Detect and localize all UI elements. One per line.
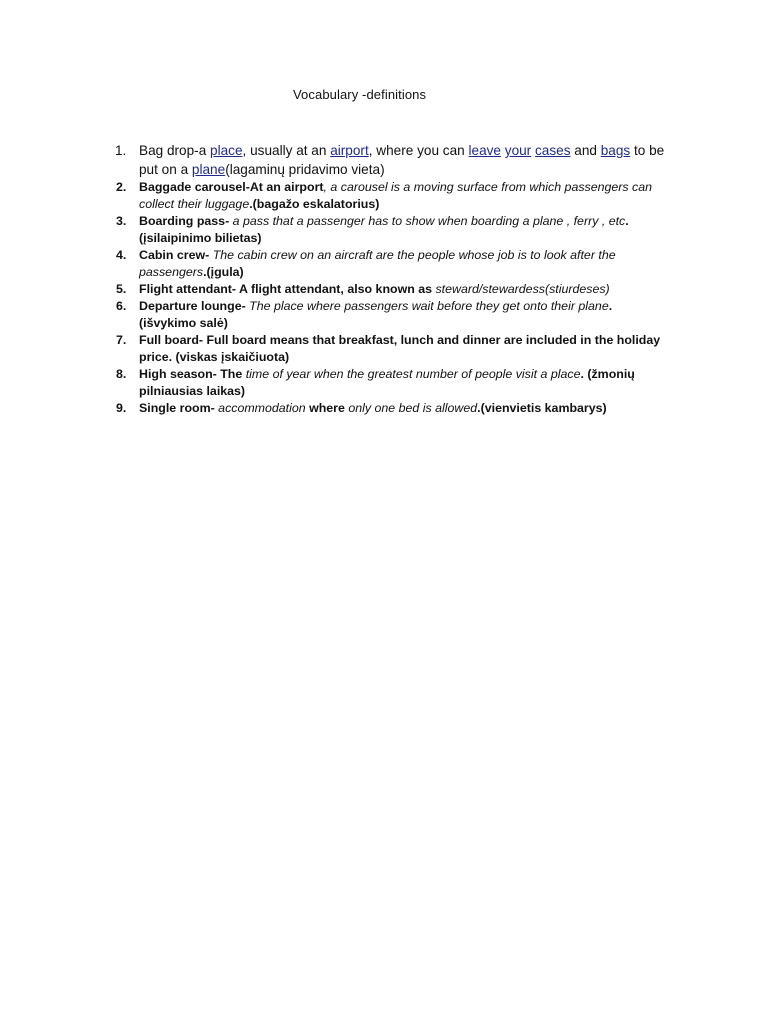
item-number: 7. (116, 333, 127, 348)
item-number: 1. (115, 143, 127, 158)
item-definition: The place where passengers wait before they get onto their plane (249, 299, 609, 314)
item-translation: .(bagažo eskalatorius) (249, 197, 380, 212)
vocab-item-departure-lounge (112, 298, 672, 332)
item-definition: time of year when the greatest number of people visit a place (245, 367, 581, 382)
item-number: 2. (116, 180, 127, 195)
document-title: Vocabulary -definitions (293, 87, 427, 102)
link-plane[interactable]: plane (191, 161, 226, 177)
item-number: 6. (116, 299, 127, 314)
vocab-item-boarding-pass (112, 213, 672, 247)
item-term: Departure lounge- (139, 299, 250, 314)
item-text: , where you can (368, 143, 469, 158)
item-term: Flight attendant- A flight attendant, also known as (139, 282, 436, 297)
link-bags[interactable]: bags (600, 143, 631, 158)
link-leave[interactable]: leave (468, 143, 501, 158)
vocab-item-full-board (112, 332, 672, 366)
item-definition: only one bed is allowed (348, 401, 478, 416)
item-term: Full board- Full board means that breakfast, lunch and dinner are included in the holiday price. (viskas įskaičiuota) (139, 333, 661, 365)
vocabulary-list (112, 142, 672, 417)
item-term: High season- The (139, 367, 246, 382)
item-term: Boarding pass- (139, 214, 230, 229)
item-term: Baggade carousel-At an airport (139, 180, 324, 195)
vocab-item-single-room (112, 400, 672, 417)
item-text: and (570, 143, 601, 158)
item-term: Cabin crew- (139, 248, 213, 263)
link-airport[interactable]: airport (330, 143, 369, 158)
link-cases[interactable]: cases (535, 143, 571, 158)
item-translation: .(įgula) (203, 265, 244, 280)
item-text: to be put on a (139, 143, 665, 177)
item-translation: . (įsilaipinimo bilietas) (139, 214, 629, 246)
item-number: 8. (116, 367, 127, 382)
item-number: 5. (116, 282, 127, 297)
item-translation: (lagaminų pridavimo vieta) (225, 161, 385, 177)
item-definition: accommodation (218, 401, 306, 416)
item-text: where (305, 401, 349, 416)
item-definition: The cabin crew on an aircraft are the people whose job is to look after the passengers (139, 248, 616, 280)
vocab-item-cabin-crew (112, 247, 672, 281)
vocab-item-bag-drop (112, 142, 672, 179)
item-translation: . (išvykimo salė) (139, 299, 613, 331)
item-text: Bag drop-a (139, 143, 211, 158)
link-place[interactable]: place (210, 143, 243, 158)
item-number: 9. (116, 401, 127, 416)
vocab-item-baggage-carousel (112, 179, 672, 213)
item-term: Single room- (139, 401, 219, 416)
vocab-item-high-season (112, 366, 672, 400)
item-text: , usually at an (242, 143, 331, 158)
item-number: 3. (116, 214, 127, 229)
link-your[interactable]: your (504, 143, 532, 158)
item-number: 4. (116, 248, 127, 263)
item-definition: steward/stewardess(stiurdeses) (435, 282, 610, 297)
item-definition: , a carousel is a moving surface from which passengers can collect their luggage (139, 180, 653, 212)
item-definition: a pass that a passenger has to show when boarding a plane , ferry , etc (229, 214, 626, 229)
item-translation: . (žmonių pilniausias laikas) (139, 367, 635, 399)
vocab-item-flight-attendant (112, 281, 672, 298)
item-translation: .(vienvietis kambarys) (477, 401, 607, 416)
